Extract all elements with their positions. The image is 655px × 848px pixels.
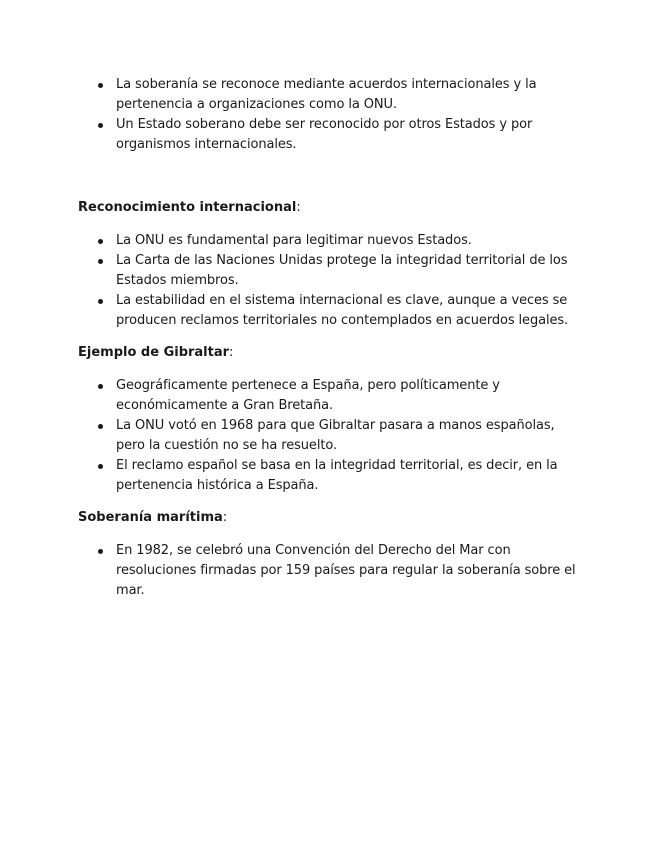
section-heading-gibraltar bbox=[78, 343, 583, 363]
bullet-icon bbox=[98, 123, 103, 128]
heading-colon: : bbox=[229, 345, 234, 360]
list-item-text: La estabilidad en el sistema internacional es clave, aunque a veces se producen reclamos territoriales no contemplados en acuerdos legales. bbox=[116, 293, 569, 328]
list-item-text: En 1982, se celebró una Convención del Derecho del Mar con resoluciones firmadas por 159 países para regular la soberanía sobre el mar. bbox=[116, 543, 576, 598]
heading-colon: : bbox=[296, 200, 301, 215]
document-content bbox=[78, 75, 583, 601]
bullet-icon bbox=[98, 424, 103, 429]
list-item bbox=[78, 75, 583, 115]
bullet-icon bbox=[98, 259, 103, 264]
bullet-icon bbox=[98, 239, 103, 244]
heading-text: Reconocimiento internacional bbox=[78, 200, 297, 215]
list-item bbox=[78, 115, 583, 155]
list-item bbox=[78, 541, 583, 601]
gibraltar-bullet-list bbox=[78, 376, 583, 496]
list-item-text: La ONU votó en 1968 para que Gibraltar pasara a manos españolas, pero la cuestión no se ha resuelto. bbox=[116, 418, 555, 453]
list-item-text: El reclamo español se basa en la integridad territorial, es decir, en la pertenencia histórica a España. bbox=[116, 458, 558, 493]
list-item-text: La soberanía se reconoce mediante acuerdos internacionales y la pertenencia a organizaciones como la ONU. bbox=[116, 77, 537, 112]
section-heading-maritima bbox=[78, 508, 583, 528]
bullet-icon bbox=[98, 83, 103, 88]
maritima-bullet-list bbox=[78, 541, 583, 601]
list-item-text: Un Estado soberano debe ser reconocido por otros Estados y por organismos internacionales. bbox=[116, 117, 533, 152]
list-item-text: La Carta de las Naciones Unidas protege la integridad territorial de los Estados miembros. bbox=[116, 253, 568, 288]
list-item-text: La ONU es fundamental para legitimar nuevos Estados. bbox=[116, 233, 472, 248]
heading-colon: : bbox=[222, 510, 228, 525]
list-item bbox=[78, 291, 583, 331]
heading-text: Soberanía marítima bbox=[78, 510, 223, 525]
bullet-icon bbox=[98, 464, 103, 469]
list-item bbox=[78, 231, 583, 251]
list-item bbox=[78, 376, 583, 416]
reconocimiento-bullet-list bbox=[78, 231, 583, 331]
heading-text: Ejemplo de Gibraltar bbox=[78, 345, 230, 360]
section-heading-reconocimiento bbox=[78, 198, 583, 218]
bullet-icon bbox=[98, 299, 103, 304]
list-item bbox=[78, 416, 583, 456]
bullet-icon bbox=[98, 549, 103, 554]
bullet-icon bbox=[98, 384, 103, 389]
intro-bullet-list bbox=[78, 75, 583, 155]
list-item bbox=[78, 456, 583, 496]
list-item-text: Geográficamente pertenece a España, pero políticamente y económicamente a Gran Bretaña. bbox=[116, 378, 500, 413]
list-item bbox=[78, 251, 583, 291]
